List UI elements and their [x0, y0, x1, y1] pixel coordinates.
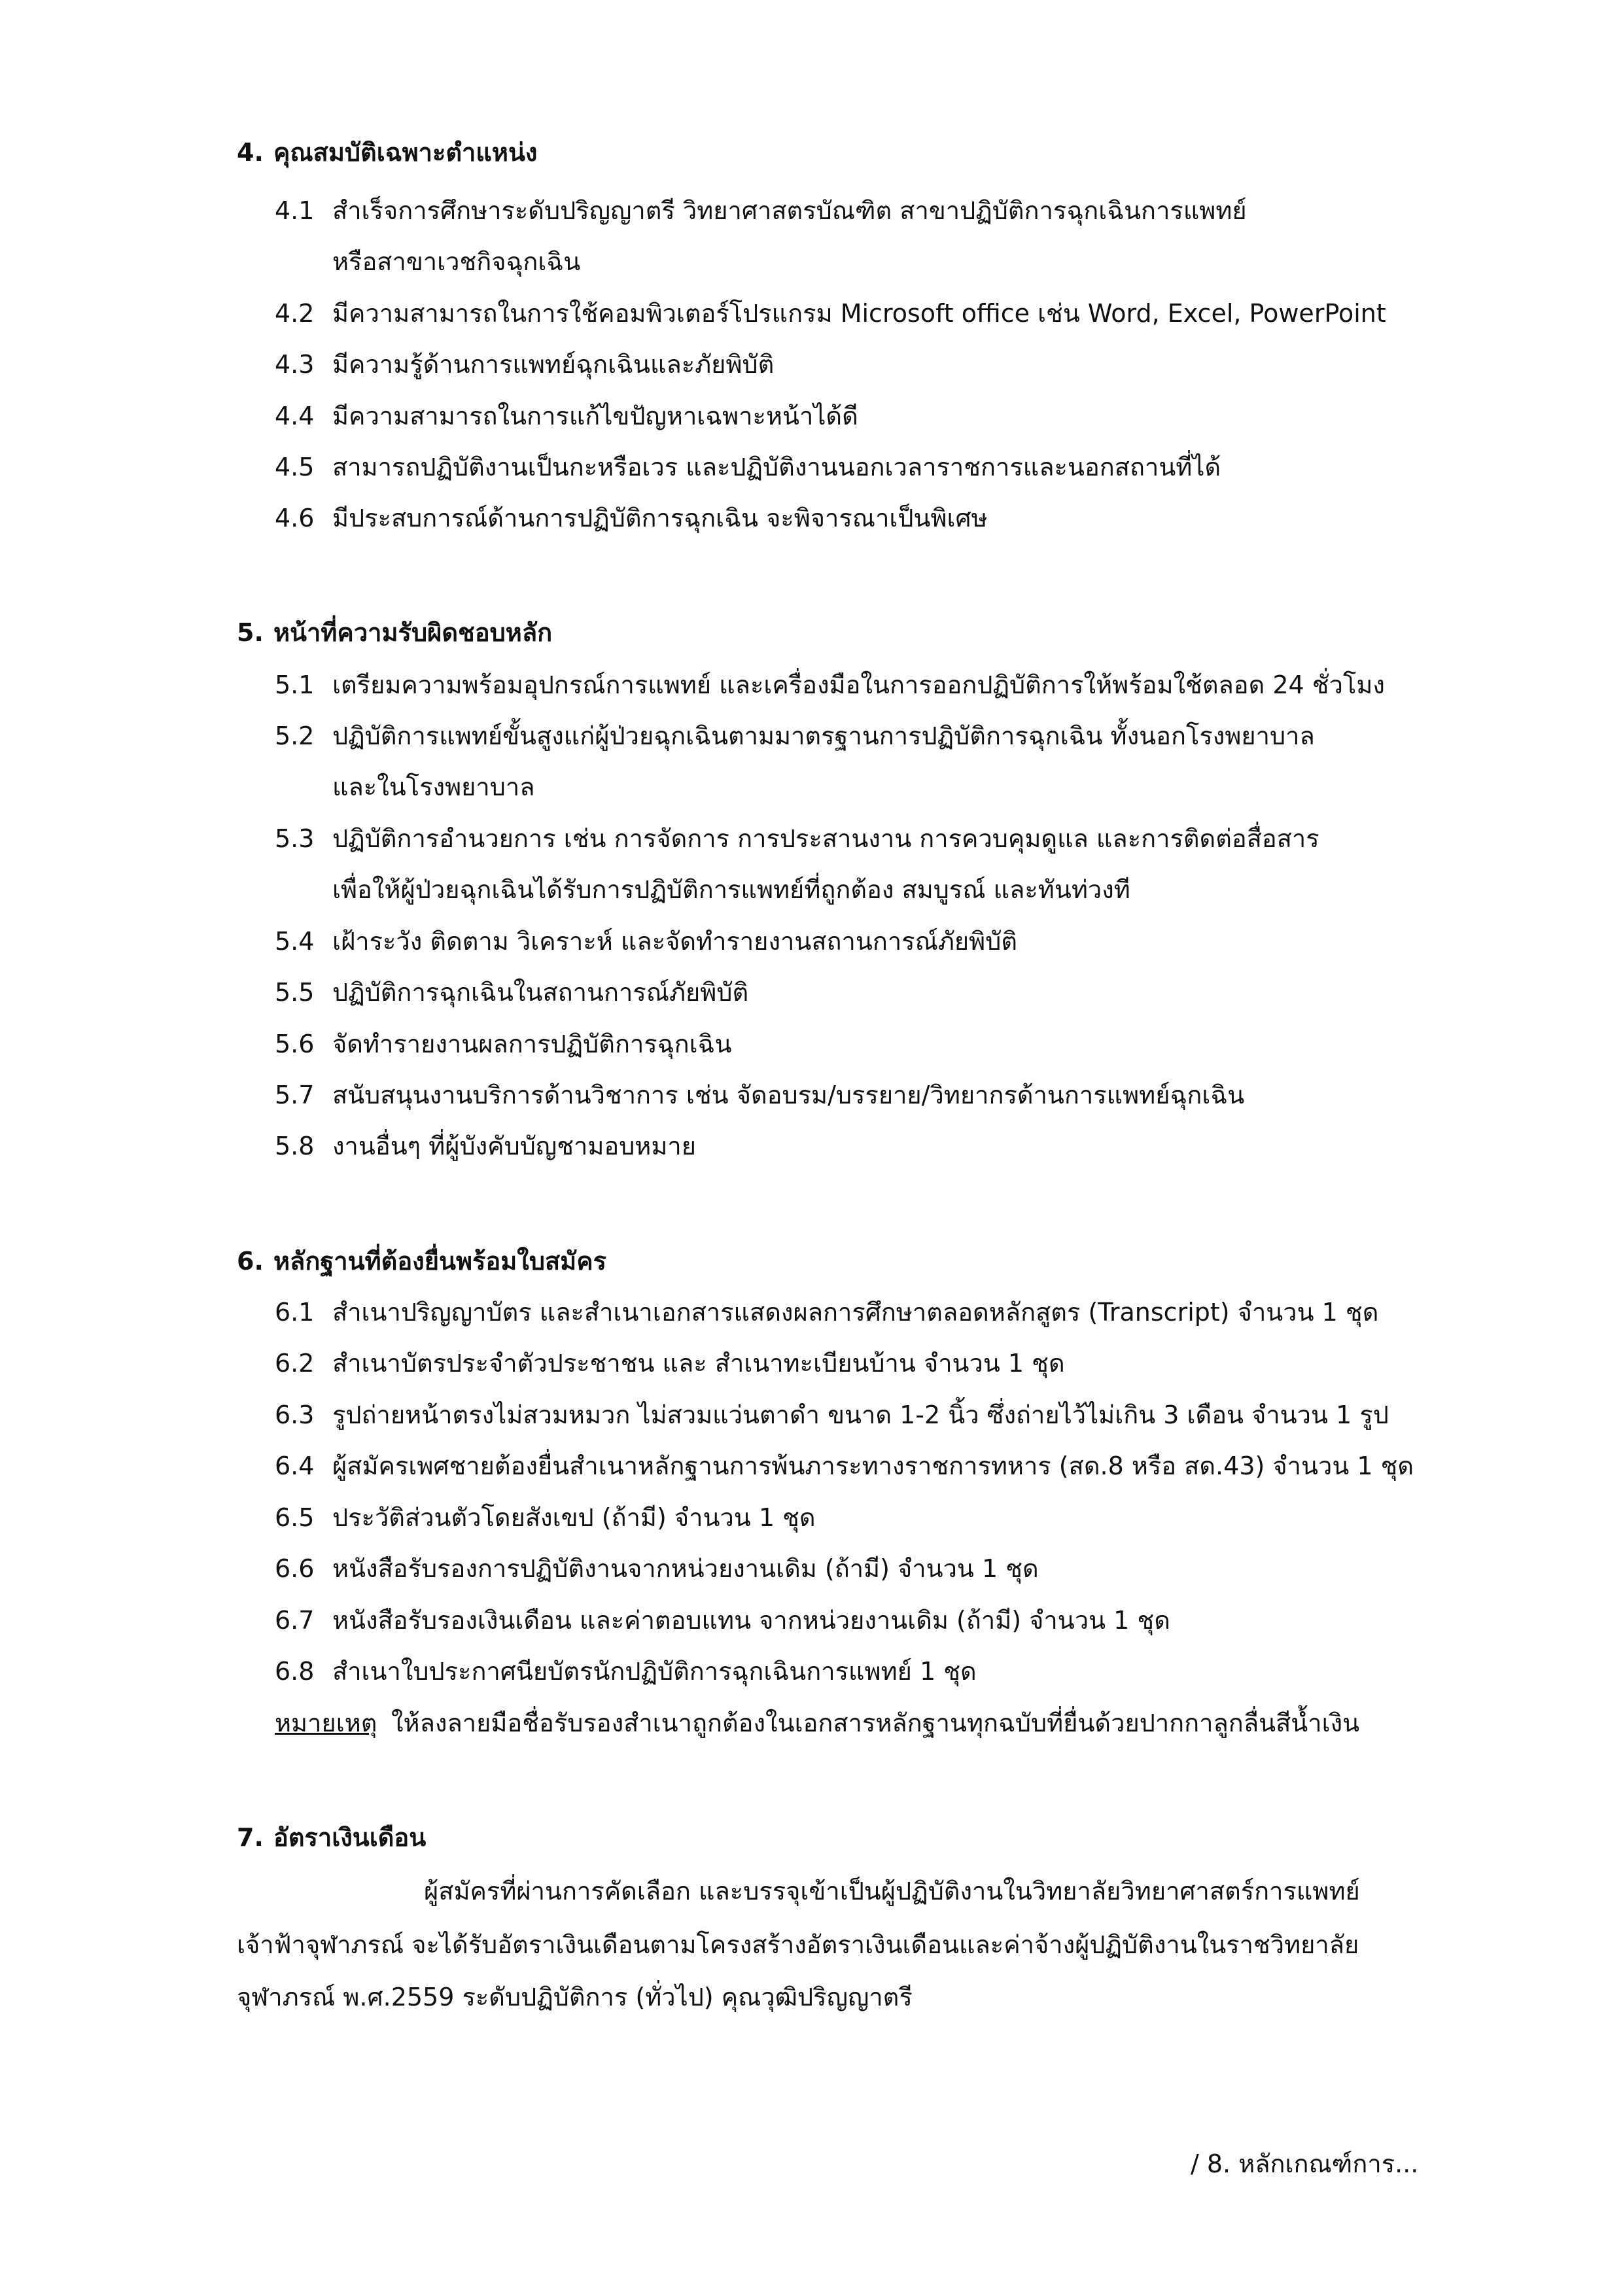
item-number: 6.1: [275, 1298, 315, 1327]
section-title: อัตราเงินเดือน: [273, 1823, 427, 1852]
item-text: หรือสาขาเวชกิจฉุกเฉิน: [332, 247, 581, 276]
item-text: และในโรงพยาบาล: [332, 773, 535, 801]
item-text: เพื่อให้ผู้ป่วยฉุกเฉินได้รับการปฏิบัติการแพทย์ที่ถูกต้อง สมบูรณ์ และทันท่วงที: [332, 875, 1130, 904]
item-number: 4.4: [275, 402, 315, 430]
item-text: หนังสือรับรองการปฏิบัติงานจากหน่วยงานเดิม (ถ้ามี) จำนวน 1 ชุด: [332, 1554, 1039, 1583]
item-text: มีประสบการณ์ด้านการปฏิบัติการฉุกเฉิน จะพิจารณาเป็นพิเศษ: [332, 504, 988, 532]
section-number: 7.: [237, 1823, 264, 1852]
item-text: เตรียมความพร้อมอุปกรณ์การแพทย์ และเครื่องมือในการออกปฏิบัติการให้พร้อมใช้ตลอด 24 ชั่วโมง: [332, 670, 1385, 699]
item-text: มีความสามารถในการแก้ไขปัญหาเฉพาะหน้าได้ดี: [332, 402, 858, 430]
item-text: มีความสามารถในการใช้คอมพิวเตอร์โปรแกรม Microsoft office เช่น Word, Excel, PowerPoint: [332, 299, 1386, 328]
item-number: 6.2: [275, 1349, 315, 1378]
item-text: หนังสือรับรองเงินเดือน และค่าตอบแทน จากหน่วยงานเดิม (ถ้ามี) จำนวน 1 ชุด: [332, 1606, 1170, 1635]
note-label: หมายเหตุ: [275, 1709, 377, 1737]
item-number: 5.7: [275, 1081, 315, 1109]
item-number: 5.1: [275, 670, 315, 699]
section-number: 4.: [237, 138, 264, 167]
item-text: สำเนาใบประกาศนียบัตรนักปฏิบัติการฉุกเฉินการแพทย์ 1 ชุด: [332, 1657, 977, 1686]
item-text: จัดทำรายงานผลการปฏิบัติการฉุกเฉิน: [332, 1030, 732, 1058]
item-number: 4.3: [275, 350, 315, 379]
item-number: 5.6: [275, 1030, 315, 1058]
item-text: ปฏิบัติการอำนวยการ เช่น การจัดการ การประสานงาน การควบคุมดูแล และการติดต่อสื่อสาร: [332, 824, 1319, 853]
item-number: 6.3: [275, 1400, 315, 1429]
item-number: 5.5: [275, 978, 315, 1007]
salary-paragraph-line-1: ผู้สมัครที่ผ่านการคัดเลือก และบรรจุเข้าเป็นผู้ปฏิบัติงานในวิทยาลัยวิทยาศาสตร์การแพทย์: [424, 1877, 1360, 1905]
item-text: สำเร็จการศึกษาระดับปริญญาตรี วิทยาศาสตรบัณฑิต สาขาปฏิบัติการฉุกเฉินการแพทย์: [332, 196, 1247, 225]
item-number: 4.6: [275, 504, 315, 532]
item-text: สำเนาบัตรประจำตัวประชาชน และ สำเนาทะเบียนบ้าน จำนวน 1 ชุด: [332, 1349, 1065, 1378]
item-number: 4.1: [275, 196, 315, 225]
item-text: สามารถปฏิบัติงานเป็นกะหรือเวร และปฏิบัติงานนอกเวลาราชการและนอกสถานที่ได้: [332, 453, 1221, 481]
note-text: ให้ลงลายมือชื่อรับรองสำเนาถูกต้องในเอกสารหลักฐานทุกฉบับที่ยื่นด้วยปากกาลูกลื่นสีน้ำเงิน: [391, 1709, 1360, 1737]
item-number: 6.4: [275, 1452, 315, 1480]
item-text: ผู้สมัครเพศชายต้องยื่นสำเนาหลักฐานการพ้นภาระทางราชการทหาร (สด.8 หรือ สด.43) จำนวน 1 ชุด: [332, 1452, 1414, 1480]
section-number: 6.: [237, 1247, 264, 1276]
section-number: 5.: [237, 618, 264, 647]
item-number: 6.8: [275, 1657, 315, 1686]
item-text: งานอื่นๆ ที่ผู้บังคับบัญชามอบหมาย: [332, 1132, 697, 1160]
item-number: 6.7: [275, 1606, 315, 1635]
item-number: 4.2: [275, 299, 315, 328]
item-text: ปฏิบัติการฉุกเฉินในสถานการณ์ภัยพิบัติ: [332, 978, 749, 1007]
section-title: หน้าที่ความรับผิดชอบหลัก: [273, 618, 553, 647]
item-text: สนับสนุนงานบริการด้านวิชาการ เช่น จัดอบรม/บรรยาย/วิทยากรด้านการแพทย์ฉุกเฉิน: [332, 1081, 1245, 1109]
item-text: มีความรู้ด้านการแพทย์ฉุกเฉินและภัยพิบัติ: [332, 350, 775, 379]
item-number: 5.3: [275, 824, 315, 853]
item-text: ปฏิบัติการแพทย์ขั้นสูงแก่ผู้ป่วยฉุกเฉินตามมาตรฐานการปฏิบัติการฉุกเฉิน ทั้งนอกโรงพยาบาล: [332, 722, 1315, 750]
salary-paragraph-line-3: จุฬาภรณ์ พ.ศ.2559 ระดับปฏิบัติการ (ทั่วไป) คุณวุฒิปริญญาตรี: [237, 1983, 913, 2011]
item-number: 6.5: [275, 1503, 315, 1532]
page-continuation-footer: / 8. หลักเกณฑ์การ...: [1191, 2149, 1419, 2178]
item-text: ประวัติส่วนตัวโดยสังเขป (ถ้ามี) จำนวน 1 ชุด: [332, 1503, 816, 1532]
item-text: เฝ้าระวัง ติดตาม วิเคราะห์ และจัดทำรายงานสถานการณ์ภัยพิบัติ: [332, 927, 1018, 956]
section-title: คุณสมบัติเฉพาะตำแหน่ง: [273, 138, 538, 167]
item-number: 5.2: [275, 722, 315, 750]
item-number: 6.6: [275, 1554, 315, 1583]
section-title: หลักฐานที่ต้องยื่นพร้อมใบสมัคร: [273, 1247, 607, 1276]
item-number: 5.4: [275, 927, 315, 956]
item-text: รูปถ่ายหน้าตรงไม่สวมหมวก ไม่สวมแว่นตาดำ ขนาด 1-2 นิ้ว ซึ่งถ่ายไว้ไม่เกิน 3 เดือน จำนวน 1 รูป: [332, 1400, 1389, 1429]
item-number: 4.5: [275, 453, 315, 481]
item-text: สำเนาปริญญาบัตร และสำเนาเอกสารแสดงผลการศึกษาตลอดหลักสูตร (Transcript) จำนวน 1 ชุด: [332, 1298, 1379, 1327]
salary-paragraph-line-2: เจ้าฟ้าจุฬาภรณ์ จะได้รับอัตราเงินเดือนตามโครงสร้างอัตราเงินเดือนและค่าจ้างผู้ปฏิบัติงานในราชวิทยาลัย: [237, 1930, 1359, 1959]
item-number: 5.8: [275, 1132, 315, 1160]
